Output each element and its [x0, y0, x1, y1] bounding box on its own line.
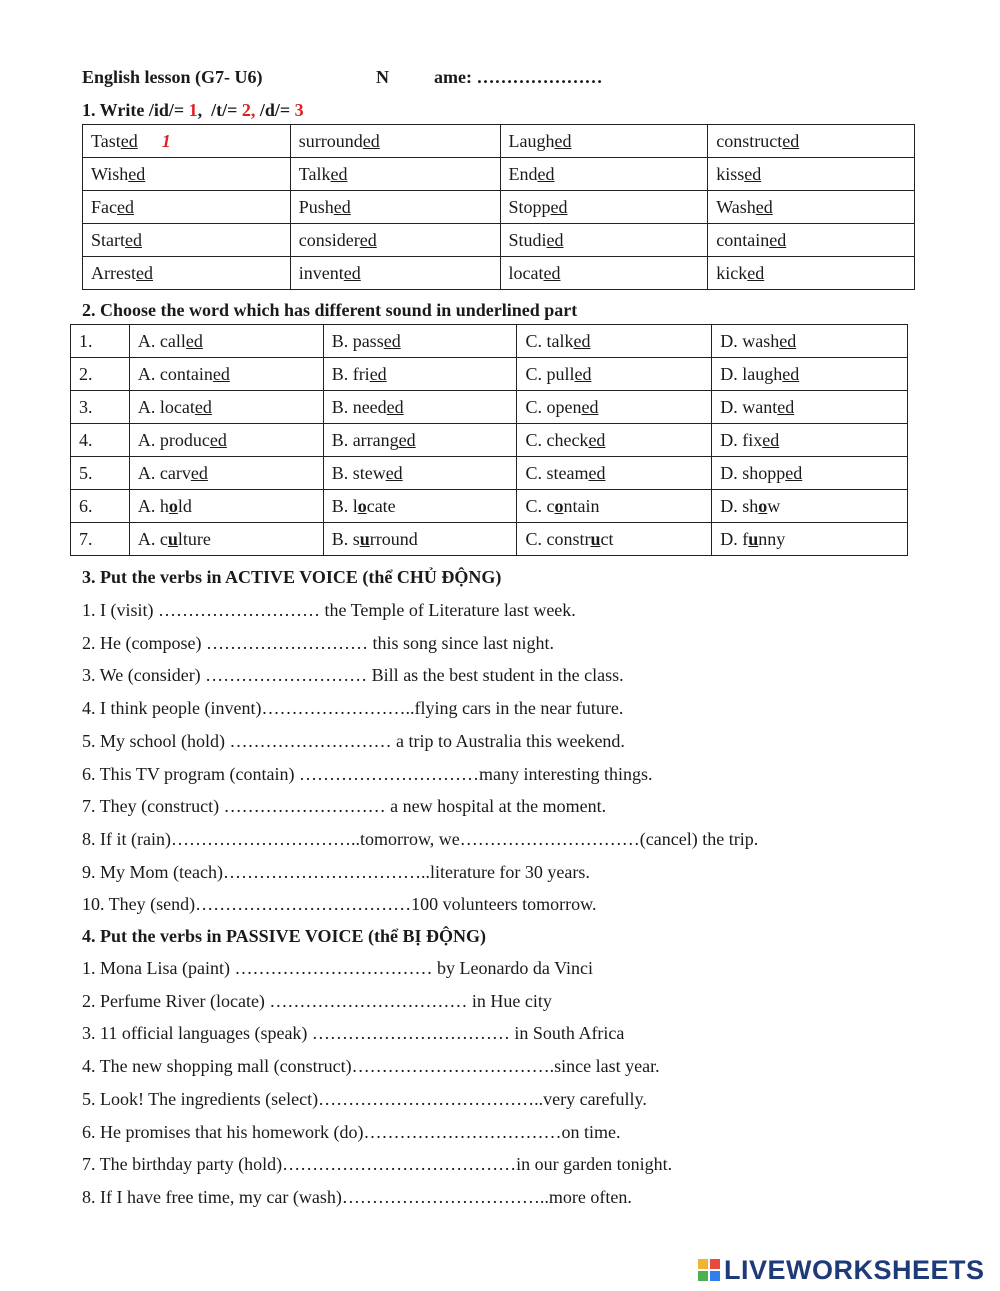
underlined-part: ed	[785, 462, 803, 483]
t-label: , /t/=	[197, 100, 238, 120]
answer-mark: 1	[161, 130, 171, 151]
underlined-part: u	[167, 528, 178, 549]
answer-option[interactable]	[129, 490, 323, 523]
exercise-line[interactable]: 5. My school (hold) ……………………… a trip to Australia this weekend.	[82, 730, 625, 751]
d-value: 3	[294, 100, 304, 120]
liveworksheets-logo	[698, 1255, 985, 1285]
word-cell	[290, 158, 500, 191]
underlined-part: ed	[581, 396, 599, 417]
id-value: 1	[188, 100, 198, 120]
option-text: B. l	[331, 495, 358, 516]
word-ending: ed	[128, 163, 146, 184]
answer-option[interactable]	[129, 325, 323, 358]
answer-option[interactable]	[323, 358, 517, 391]
word-ending: ed	[343, 262, 361, 283]
table-row	[71, 523, 908, 556]
underlined-part: ed	[782, 363, 800, 384]
word-ending: ed	[755, 196, 773, 217]
underlined-part: ed	[385, 462, 403, 483]
name-label-initial: N	[376, 67, 389, 87]
logo-text: LIVEWORKSHEETS	[724, 1254, 985, 1285]
answer-option[interactable]	[323, 391, 517, 424]
word-cell	[83, 125, 291, 158]
answer-option[interactable]	[712, 325, 908, 358]
word-stem: construct	[716, 130, 783, 151]
word-cell	[290, 224, 500, 257]
word-stem: Start	[91, 229, 125, 250]
answer-option[interactable]	[129, 523, 323, 556]
exercise-line[interactable]: 1. I (visit) ……………………… the Temple of Literature last week.	[82, 600, 576, 620]
t-value: 2,	[241, 100, 256, 120]
exercise-line[interactable]: 2. Perfume River (locate) …………………………… in Hue city	[82, 990, 552, 1011]
word-stem: Wish	[91, 163, 129, 184]
option-rest: w	[767, 495, 781, 516]
option-rest: cate	[366, 495, 396, 516]
word-cell	[290, 191, 500, 224]
question-number: 6.	[71, 490, 130, 523]
table-row	[71, 424, 908, 457]
underlined-part: ed	[573, 330, 591, 351]
underlined-part: ed	[383, 330, 401, 351]
underlined-part: ed	[386, 396, 404, 417]
word-stem: locat	[508, 262, 544, 283]
option-text: A. carv	[137, 462, 191, 483]
word-stem: Push	[298, 196, 334, 217]
option-text: D. f	[720, 528, 749, 549]
option-text: A. call	[137, 330, 186, 351]
table-row	[71, 490, 908, 523]
answer-option[interactable]	[517, 391, 712, 424]
word-cell	[708, 191, 915, 224]
word-stem: consider	[298, 229, 360, 250]
word-stem: Fac	[91, 196, 117, 217]
table-row	[83, 257, 915, 290]
option-text: D. laugh	[720, 363, 783, 384]
question-number: 2.	[71, 358, 130, 391]
answer-option[interactable]	[517, 457, 712, 490]
word-stem: Talk	[298, 163, 331, 184]
exercise-line[interactable]: 2. He (compose) ……………………… this song since last night.	[82, 632, 554, 653]
word-ending: ed	[117, 196, 134, 217]
word-ending: ed	[120, 130, 138, 151]
word-ending: ed	[744, 163, 762, 184]
exercise-line[interactable]: 8. If I have free time, my car (wash)……………………………..more often.	[82, 1186, 632, 1207]
answer-option[interactable]	[129, 424, 323, 457]
exercise-line[interactable]: 3. 11 official languages (speak) …………………………… in South Africa	[82, 1023, 625, 1044]
option-text: A. c	[137, 528, 168, 549]
word-stem: kick	[716, 262, 748, 283]
exercise-line[interactable]: 3. We (consider) ……………………… Bill as the best student in the class.	[82, 665, 624, 686]
underlined-part: ed	[209, 429, 227, 450]
exercise-line[interactable]: 6. He promises that his homework (do)……………………………on time.	[82, 1121, 621, 1142]
section4-title: 4. Put the verbs in PASSIVE VOICE (thể BỊ ĐỘNG)	[82, 926, 487, 946]
word-ending: ed	[747, 262, 765, 283]
underlined-part: ed	[588, 429, 606, 450]
question-number: 7.	[71, 523, 130, 556]
section1-title: 1. Write /id/=	[82, 100, 185, 120]
word-cell	[708, 224, 915, 257]
exercise-line[interactable]: 7. They (construct) ……………………… a new hospital at the moment.	[82, 796, 607, 817]
underlined-part: u	[359, 528, 370, 549]
option-rest: lture	[177, 528, 211, 549]
exercise-line[interactable]: 9. My Mom (teach)……………………………..literature for 30 years.	[82, 861, 590, 882]
answer-option[interactable]	[517, 490, 712, 523]
word-ending: ed	[554, 130, 572, 151]
option-text: A. h	[137, 495, 169, 516]
underlined-part: ed	[779, 330, 797, 351]
answer-option[interactable]	[129, 391, 323, 424]
underlined-part: o	[168, 495, 178, 516]
word-stem: invent	[298, 262, 344, 283]
word-ending: ed	[546, 229, 564, 250]
word-cell	[708, 257, 915, 290]
option-text: C. talk	[525, 330, 574, 351]
word-ending: ed	[782, 130, 800, 151]
table-row	[83, 158, 915, 191]
section3-title: 3. Put the verbs in ACTIVE VOICE (thể CHỦ ĐỘNG)	[82, 567, 502, 587]
question-number: 1.	[71, 325, 130, 358]
option-text: D. fix	[720, 429, 763, 450]
option-text: B. need	[331, 396, 387, 417]
option-text: C. open	[525, 396, 582, 417]
word-stem: kiss	[716, 163, 745, 184]
answer-option[interactable]	[323, 325, 517, 358]
word-cell	[83, 224, 291, 257]
option-rest: ntain	[563, 495, 600, 516]
answer-option[interactable]	[129, 457, 323, 490]
question-number: 4.	[71, 424, 130, 457]
answer-option[interactable]	[517, 325, 712, 358]
underlined-part: ed	[762, 429, 780, 450]
option-text: D. want	[720, 396, 778, 417]
logo-mark-icon	[698, 1259, 720, 1281]
answer-option[interactable]	[323, 490, 517, 523]
word-ending: ed	[362, 130, 380, 151]
word-stem: Tast	[91, 130, 121, 151]
word-stem: Arrest	[91, 262, 136, 283]
underlined-part: ed	[212, 363, 230, 384]
exercise-line[interactable]: 6. This TV program (contain) …………………………many interesting things.	[82, 763, 653, 784]
word-ending: ed	[333, 196, 351, 217]
underlined-part: ed	[398, 429, 416, 450]
exercise-line[interactable]: 4. I think people (invent)……………………..flying cars in the near future.	[82, 698, 624, 719]
word-cell	[500, 257, 708, 290]
option-text: C. constr	[525, 528, 591, 549]
word-cell	[500, 125, 708, 158]
underlined-part: ed	[194, 396, 212, 417]
answer-option[interactable]	[323, 523, 517, 556]
underlined-part: o	[554, 495, 564, 516]
word-cell	[83, 158, 291, 191]
option-text: A. locat	[137, 396, 195, 417]
word-cell	[500, 158, 708, 191]
name-field[interactable]: ame: …………………	[434, 67, 603, 87]
word-ending: ed	[769, 229, 787, 250]
option-text: C. pull	[525, 363, 575, 384]
word-ending: ed	[359, 229, 377, 250]
table-row	[83, 125, 915, 158]
d-label: /d/=	[259, 100, 291, 120]
table-row	[71, 457, 908, 490]
word-stem: Studi	[508, 229, 547, 250]
section1-heading	[82, 100, 304, 121]
option-text: D. wash	[720, 330, 780, 351]
answer-option[interactable]	[129, 358, 323, 391]
word-cell	[83, 191, 291, 224]
option-rest: rround	[369, 528, 418, 549]
underlined-part: ed	[369, 363, 387, 384]
word-ending: ed	[125, 229, 142, 250]
word-stem: End	[508, 163, 538, 184]
option-text: D. sh	[720, 495, 759, 516]
underlined-part: u	[748, 528, 759, 549]
underlined-part: o	[357, 495, 367, 516]
word-cell	[290, 257, 500, 290]
word-stem: Stopp	[508, 196, 551, 217]
word-ending: ed	[543, 262, 561, 283]
option-text: C. check	[525, 429, 589, 450]
option-text: A. contain	[137, 363, 213, 384]
table-row	[83, 191, 915, 224]
question-number: 5.	[71, 457, 130, 490]
word-stem: contain	[716, 229, 770, 250]
exercise-line[interactable]: 1. Mona Lisa (paint) …………………………… by Leonardo da Vinci	[82, 958, 594, 978]
exercise-line[interactable]: 10. They (send)………………………………100 volunteers tomorrow.	[82, 894, 597, 915]
answer-option[interactable]	[323, 457, 517, 490]
word-cell	[83, 257, 291, 290]
option-text: B. arrang	[331, 429, 399, 450]
table-row	[71, 391, 908, 424]
exercise-line[interactable]: 7. The birthday party (hold)…………………………………in our garden tonight.	[82, 1154, 673, 1175]
underlined-part: ed	[574, 363, 592, 384]
exercise-line[interactable]: 8. If it (rain)…………………………..tomorrow, we…………………………(cancel) the trip.	[82, 828, 759, 849]
underlined-part: ed	[185, 330, 203, 351]
underlined-part: o	[758, 495, 768, 516]
word-cell	[500, 224, 708, 257]
word-stem: surround	[298, 130, 363, 151]
option-rest: nny	[758, 528, 786, 549]
option-text: B. s	[331, 528, 360, 549]
option-text: C. steam	[525, 462, 589, 483]
word-stem: Laugh	[508, 130, 555, 151]
word-stem: Wash	[716, 196, 756, 217]
option-text: C. c	[525, 495, 555, 516]
word-ending: ed	[550, 196, 568, 217]
underlined-part: ed	[777, 396, 795, 417]
question-number: 3.	[71, 391, 130, 424]
option-text: D. shopp	[720, 462, 786, 483]
exercise-line[interactable]: 5. Look! The ingredients (select)………………………………..very carefully.	[82, 1088, 647, 1109]
answer-option[interactable]	[712, 358, 908, 391]
option-text: B. pass	[331, 330, 384, 351]
answer-option[interactable]	[517, 358, 712, 391]
option-rest: ct	[600, 528, 614, 549]
word-ending: ed	[537, 163, 555, 184]
word-cell	[708, 158, 915, 191]
option-text: A. produc	[137, 429, 210, 450]
answer-option[interactable]	[712, 424, 908, 457]
answer-option[interactable]	[323, 424, 517, 457]
section2-title: 2. Choose the word which has different sound in underlined part	[82, 300, 578, 320]
answer-option[interactable]	[712, 457, 908, 490]
word-ending: ed	[135, 262, 153, 283]
table-row	[83, 224, 915, 257]
option-text: B. stew	[331, 462, 386, 483]
option-rest: ld	[177, 495, 192, 516]
choose-word-table	[70, 324, 908, 556]
table-row	[71, 358, 908, 391]
underlined-part: ed	[588, 462, 606, 483]
underlined-part: u	[590, 528, 601, 549]
answer-option[interactable]	[712, 391, 908, 424]
exercise-line[interactable]: 4. The new shopping mall (construct)…………………………….since last year.	[82, 1056, 660, 1077]
table-row	[71, 325, 908, 358]
answer-option[interactable]	[712, 490, 908, 523]
answer-option[interactable]	[517, 424, 712, 457]
underlined-part: ed	[190, 462, 208, 483]
word-cell	[290, 125, 500, 158]
lesson-title: English lesson (G7- U6)	[82, 67, 263, 87]
option-text: B. fri	[331, 363, 370, 384]
pronunciation-table	[82, 124, 915, 290]
answer-option[interactable]	[517, 523, 712, 556]
answer-option[interactable]	[712, 523, 908, 556]
word-cell	[500, 191, 708, 224]
word-ending: ed	[330, 163, 348, 184]
word-cell	[708, 125, 915, 158]
